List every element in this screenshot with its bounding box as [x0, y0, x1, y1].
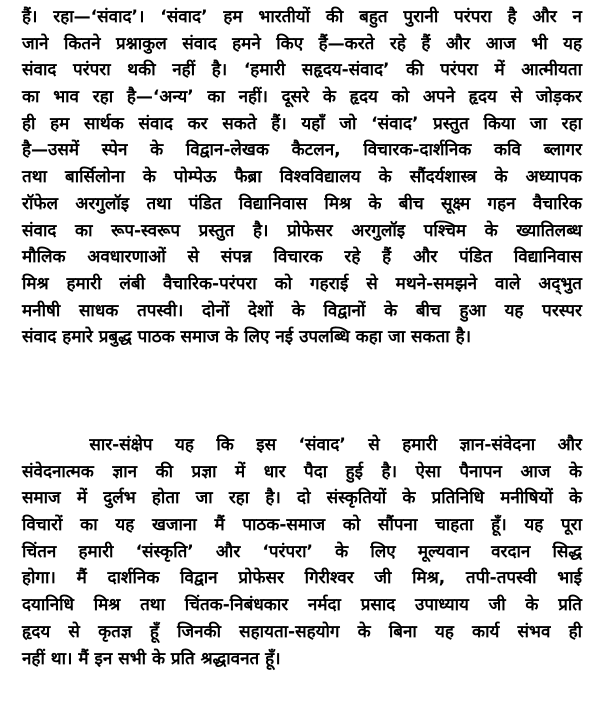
paragraph-2-line: विचारों का यह खजाना मैं पाठक-समाज को सौंपना चाहता हूँ। यह पूरा: [22, 515, 582, 536]
paragraph-2-line: हृदय से कृतज्ञ हूँ जिनकी सहायता-सहयोग के बिना यह कार्य संभव ही: [22, 621, 582, 642]
paragraph-1-line: मनीषी साधक तपस्वी। दोनों देशों के विद्वानों के बीच हुआ यह परस्पर: [22, 300, 582, 321]
paragraph-2-line: सार-संक्षेप यह कि इस ‘संवाद’ से हमारी ज्ञान-संवेदना और: [22, 435, 582, 455]
paragraph-2-line: नहीं था। मैं इन सभी के प्रति श्रद्धावनत हूँ।: [22, 648, 281, 669]
paragraph-1-line: संवाद का रूप-स्वरूप प्रस्तुत है। प्रोफेसर अरगुलॉइ पश्चिम के ख्यातिलब्ध: [22, 220, 582, 241]
paragraph-2-line: समाज में दुर्लभ होता जा रहा है। दो संस्कृतियों के प्रतिनिधि मनीषियों के: [22, 488, 582, 509]
paragraph-1-line: रॉफेल अरगुलॉइ तथा पंडित विद्यानिवास मिश्र के बीच सूक्ष्म गहन वैचारिक: [22, 193, 582, 214]
paragraph-1-line: ही हम सार्थक संवाद कर सकते हैं। यहाँ जो ‘संवाद’ प्रस्तुत किया जा रहा: [22, 113, 582, 134]
paragraph-1-line: है—उसमें स्पेन के विद्वान-लेखक कैटलन, विचारक-दार्शनिक कवि ब्लागर: [22, 140, 582, 161]
paragraph-1-line: संवाद हमारे प्रबुद्ध पाठक समाज के लिए नई उपलब्धि कहा जा सकता है।: [22, 327, 472, 348]
paragraph-1-line: का भाव रहा है—‘अन्य’ का नहीं। दूसरे के हृदय को अपने हृदय से जोड़कर: [22, 87, 582, 108]
paragraph-1-line: जाने कितने प्रश्नाकुल संवाद हमने किए हैं—करते रहे हैं और आज भी यह: [22, 33, 582, 54]
paragraph-1-line: हैं। रहा—‘संवाद’। ‘संवाद’ हम भारतीयों की बहुत पुरानी परंपरा है और न: [22, 7, 582, 27]
paragraph-1-line: तथा बार्सिलोना के पोम्पेऊ फैब्रा विश्वविद्यालय के सौंदर्यशास्त्र के अध्यापक: [22, 167, 582, 188]
paragraph-1: [22, 4, 582, 351]
paragraph-2-line: होगा। मैं दार्शनिक विद्वान प्रोफेसर गिरीश्वर जी मिश्र, तपी-तपस्वी भाई: [22, 568, 582, 589]
paragraph-1-line: संवाद परंपरा थकी नहीं है। ‘हमारी सहृदय-संवाद’ की परंपरा में आत्मीयता: [22, 60, 582, 81]
paragraph-2-line: चिंतन हमारी ‘संस्कृति’ और ‘परंपरा’ के लिए मूल्यवान वरदान सिद्ध: [22, 541, 582, 562]
paragraph-2-line: दयानिधि मिश्र तथा चिंतक-निबंधकार नर्मदा प्रसाद उपाध्याय जी के प्रति: [22, 595, 582, 616]
paragraph-2-line: संवेदनात्मक ज्ञान की प्रज्ञा में धार पैदा हुई है। ऐसा पैनापन आज के: [22, 461, 582, 482]
paragraph-2: [22, 432, 582, 672]
paragraph-1-line: मिश्र हमारी लंबी वैचारिक-परंपरा को गहराई से मथने-समझने वाले अद्‌भुत: [22, 273, 582, 294]
paragraph-1-line: मौलिक अवधारणाओं से संपन्न विचारक रहे हैं और पंडित विद्यानिवास: [22, 247, 582, 268]
